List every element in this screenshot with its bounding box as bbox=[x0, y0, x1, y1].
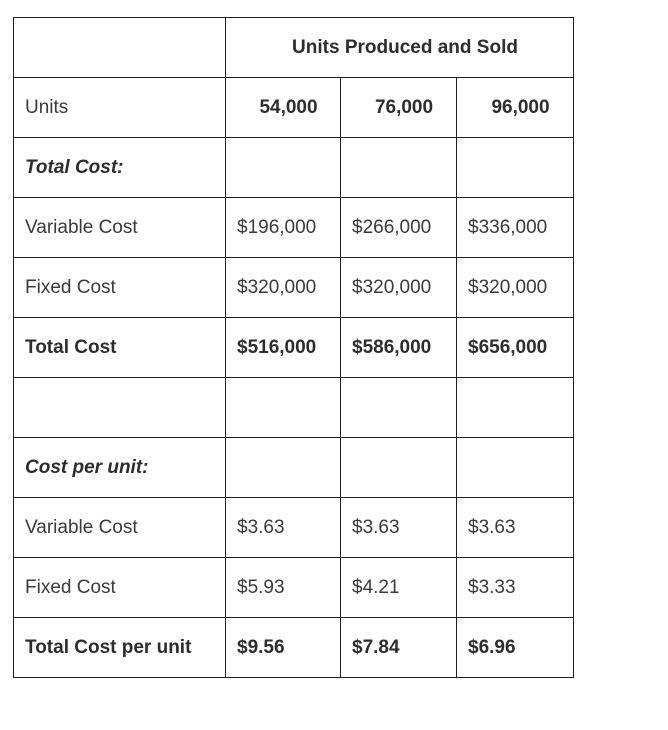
spacer-row bbox=[14, 378, 574, 438]
total-cost-value-2: $586,000 bbox=[341, 318, 457, 378]
cost-per-unit-heading-row bbox=[14, 438, 574, 498]
fixed-cost-per-unit-label: Fixed Cost bbox=[14, 558, 226, 618]
total-cost-per-unit-value-3: $6.96 bbox=[457, 618, 574, 678]
total-cost-label: Total Cost bbox=[14, 318, 226, 378]
fixed-cost-per-unit-value-2: $4.21 bbox=[341, 558, 457, 618]
empty-cell bbox=[457, 438, 574, 498]
total-cost-per-unit-value-1: $9.56 bbox=[226, 618, 341, 678]
empty-cell bbox=[14, 378, 226, 438]
variable-cost-value-2: $266,000 bbox=[341, 198, 457, 258]
total-cost-per-unit-value-2: $7.84 bbox=[341, 618, 457, 678]
total-cost-row bbox=[14, 318, 574, 378]
empty-cell bbox=[457, 138, 574, 198]
total-cost-per-unit-label: Total Cost per unit bbox=[14, 618, 226, 678]
variable-cost-per-unit-row bbox=[14, 498, 574, 558]
fixed-cost-value-3: $320,000 bbox=[457, 258, 574, 318]
variable-cost-per-unit-value-1: $3.63 bbox=[226, 498, 341, 558]
fixed-cost-per-unit-value-3: $3.33 bbox=[457, 558, 574, 618]
variable-cost-per-unit-value-2: $3.63 bbox=[341, 498, 457, 558]
empty-cell bbox=[341, 138, 457, 198]
variable-cost-per-unit-label: Variable Cost bbox=[14, 498, 226, 558]
total-cost-value-1: $516,000 bbox=[226, 318, 341, 378]
empty-cell bbox=[341, 438, 457, 498]
variable-cost-value-1: $196,000 bbox=[226, 198, 341, 258]
empty-cell bbox=[457, 378, 574, 438]
empty-cell bbox=[341, 378, 457, 438]
units-row bbox=[14, 78, 574, 138]
fixed-cost-row bbox=[14, 258, 574, 318]
total-cost-per-unit-row bbox=[14, 618, 574, 678]
total-cost-value-3: $656,000 bbox=[457, 318, 574, 378]
variable-cost-row bbox=[14, 198, 574, 258]
units-produced-header: Units Produced and Sold bbox=[226, 18, 574, 78]
empty-cell bbox=[226, 138, 341, 198]
units-value-1: 54,000 bbox=[226, 78, 341, 138]
units-label: Units bbox=[14, 78, 226, 138]
variable-cost-value-3: $336,000 bbox=[457, 198, 574, 258]
fixed-cost-value-2: $320,000 bbox=[341, 258, 457, 318]
empty-cell bbox=[226, 438, 341, 498]
empty-corner-cell bbox=[14, 18, 226, 78]
variable-cost-label: Variable Cost bbox=[14, 198, 226, 258]
units-value-3: 96,000 bbox=[457, 78, 574, 138]
fixed-cost-per-unit-row bbox=[14, 558, 574, 618]
cost-table bbox=[13, 17, 574, 678]
empty-cell bbox=[226, 378, 341, 438]
table-header-row bbox=[14, 18, 574, 78]
units-value-2: 76,000 bbox=[341, 78, 457, 138]
fixed-cost-per-unit-value-1: $5.93 bbox=[226, 558, 341, 618]
total-cost-section-heading: Total Cost: bbox=[14, 138, 226, 198]
fixed-cost-value-1: $320,000 bbox=[226, 258, 341, 318]
variable-cost-per-unit-value-3: $3.63 bbox=[457, 498, 574, 558]
total-cost-heading-row bbox=[14, 138, 574, 198]
fixed-cost-label: Fixed Cost bbox=[14, 258, 226, 318]
cost-per-unit-section-heading: Cost per unit: bbox=[14, 438, 226, 498]
